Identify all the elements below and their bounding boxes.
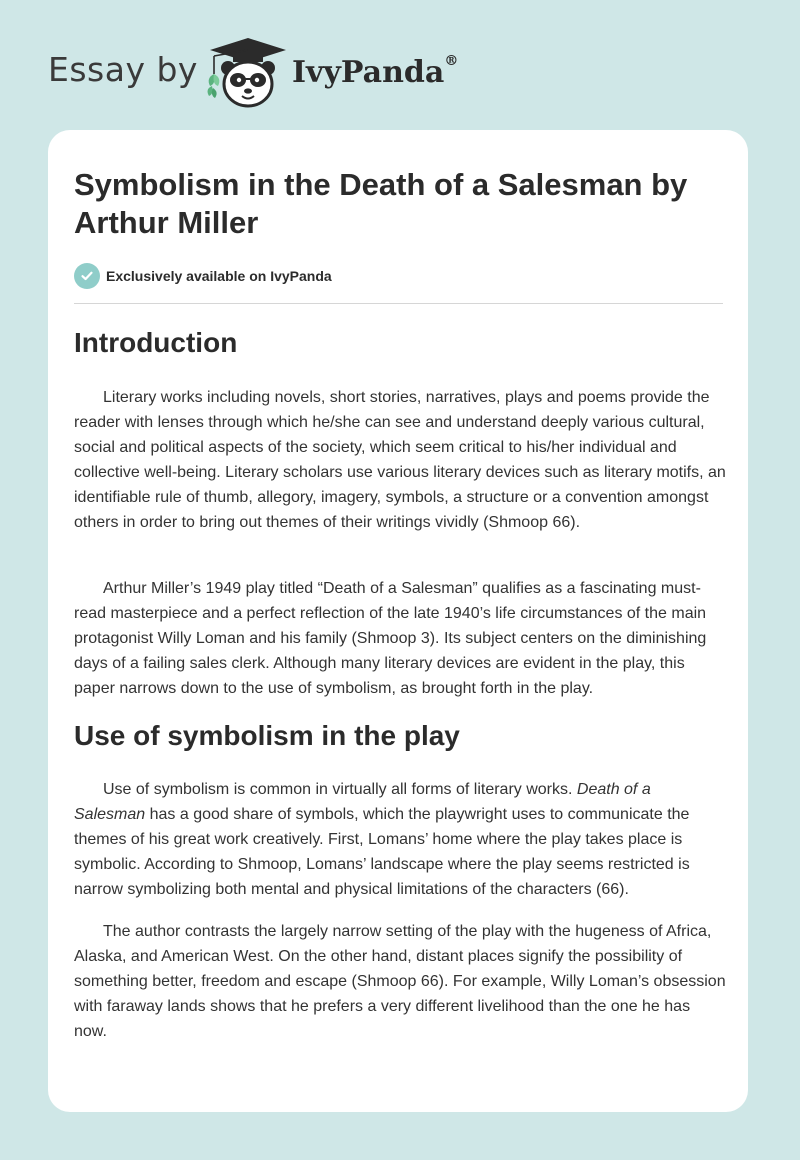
play-title-italic: Death of a Salesman — [74, 781, 651, 823]
panda-logo-icon[interactable] — [200, 34, 296, 110]
section-heading-use-of-symbolism: Use of symbolism in the play — [74, 720, 460, 751]
check-icon — [74, 263, 100, 289]
paragraph: Use of symbolism is common in virtually all forms of literary works. Death of a Salesman has a good share of symbols, which the playwright uses to communicate the themes of his great work creatively. First, Lomans’ home where the play takes place is symbolic. According to Shmoop, Lomans’ landscape where the play seems restricted is narrow symbolizing both mental and physical limitations of the characters (66). — [74, 781, 690, 898]
exclusive-badge-label: Exclusively available on IvyPanda — [106, 268, 332, 284]
section-heading-introduction: Introduction — [74, 327, 238, 358]
paragraph: Literary works including novels, short stories, narratives, plays and poems provide the reader with lenses through which he/she can see and understand deeply various cultural, social and political aspects of the society, which seem critical to his/her individual and collective well-being. Literary scholars use various literary devices such as literary motifs, an identifiable rule of thumb, allegory, imagery, symbols, a structure or a convention amongst others in order to bring out themes of their writings vividly (Shmoop 66). — [74, 389, 726, 531]
paragraph: Arthur Miller’s 1949 play titled “Death of a Salesman” qualifies as a fascinating must-read masterpiece and a perfect reflection of the late 1940’s life circumstances of the main protagonist Willy Loman and his family (Shmoop 3). Its subject centers on the diminishing days of a failing sales clerk. Although many literary devices are evident in the play, this paper narrows down to the use of symbolism, as brought forth in the play. — [74, 580, 707, 697]
brand-name[interactable]: IvyPanda® — [292, 53, 459, 90]
brand-prefix: Essay by — [48, 50, 198, 89]
article-card — [48, 130, 748, 1112]
article-title: Symbolism in the Death of a Salesman by Arthur Miller — [74, 167, 688, 240]
paragraph: The author contrasts the largely narrow setting of the play with the hugeness of Africa, Alaska, and American West. On the other hand, distant places signify the possibility of something better, freedom and escape (Shmoop 66). For example, Willy Loman’s obsession with faraway lands shows that he prefers a very different livelihood than the one he has now. — [74, 923, 726, 1040]
registered-mark: ® — [444, 53, 459, 69]
site-header — [0, 0, 800, 128]
title-divider — [74, 303, 723, 304]
exclusive-badge — [74, 263, 332, 289]
